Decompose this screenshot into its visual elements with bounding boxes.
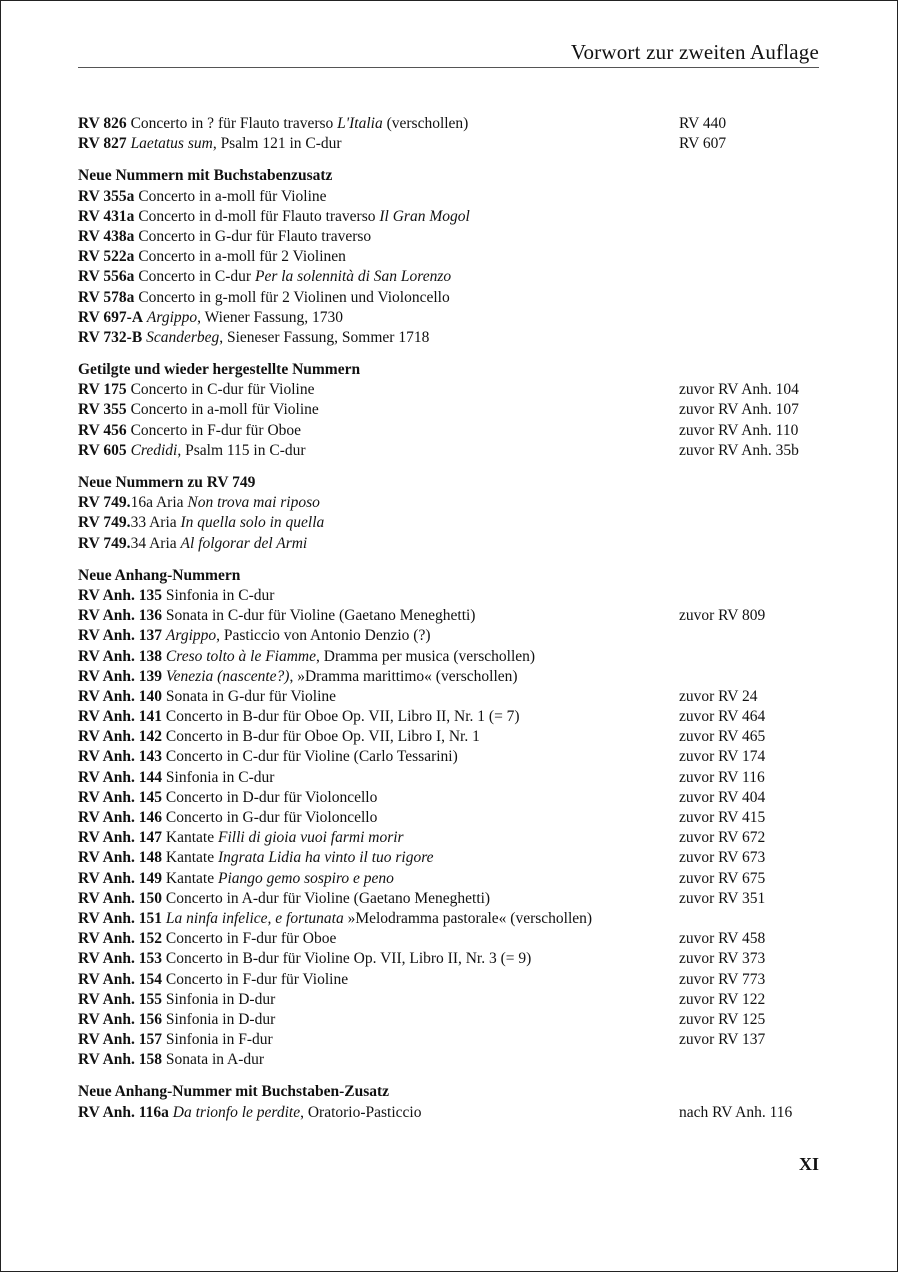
entry-number: RV Anh. 138 bbox=[78, 647, 163, 665]
entry-text: Concerto in B-dur für Violine Op. VII, Libro II, Nr. 3 (= 9) bbox=[162, 950, 532, 968]
entry-title-italic: Filli di gioia vuoi farmi morir bbox=[217, 829, 404, 847]
entry-text-suffix: , Oratorio-Pasticcio bbox=[300, 1103, 422, 1121]
entry-text-suffix: , Sieneser Fassung, Sommer 1718 bbox=[219, 328, 430, 346]
entry-number: RV 605 bbox=[78, 441, 127, 459]
entry-number: RV 697-A bbox=[78, 308, 144, 326]
catalogue-entry bbox=[78, 267, 823, 287]
catalogue-entry bbox=[78, 990, 823, 1010]
catalogue-entry bbox=[78, 667, 823, 687]
section-heading: Neue Nummern zu RV 749 bbox=[78, 474, 256, 491]
entry-number: RV Anh. 135 bbox=[78, 586, 163, 604]
entry-title-italic: La ninfa infelice, e fortunata bbox=[165, 909, 344, 927]
catalogue-entry bbox=[78, 308, 823, 328]
catalogue-entry bbox=[78, 380, 823, 400]
entry-cross-reference: zuvor RV 373 bbox=[679, 950, 766, 968]
catalogue-entry bbox=[78, 1010, 823, 1030]
catalogue-entry bbox=[78, 929, 823, 949]
entry-description bbox=[78, 687, 336, 707]
entry-description bbox=[78, 380, 314, 400]
entry-text: Concerto in C-dur für Violine (Carlo Tessarini) bbox=[162, 748, 458, 766]
entry-cross-reference: zuvor RV 116 bbox=[679, 768, 765, 786]
entry-text: Concerto in F-dur für Violine bbox=[162, 970, 349, 988]
catalogue-section bbox=[78, 360, 823, 461]
entry-number: RV Anh. 149 bbox=[78, 869, 163, 887]
entry-text-suffix: , Psalm 115 in C-dur bbox=[177, 441, 306, 459]
entry-number: RV 578a bbox=[78, 288, 135, 306]
entry-number: RV Anh. 140 bbox=[78, 687, 163, 705]
catalogue-entry bbox=[78, 626, 823, 646]
page-number: XI bbox=[798, 1154, 819, 1174]
catalogue-entry bbox=[78, 707, 823, 727]
catalogue-entry bbox=[78, 400, 823, 420]
entry-title-italic: Non trova mai riposo bbox=[187, 494, 320, 512]
catalogue-entry bbox=[78, 970, 823, 990]
entry-cross-reference: zuvor RV 458 bbox=[679, 930, 766, 948]
entry-title-italic: Per la solennità di San Lorenzo bbox=[254, 268, 452, 286]
entry-number: RV Anh. 137 bbox=[78, 627, 163, 645]
catalogue-entry bbox=[78, 1050, 823, 1070]
entry-number: RV 456 bbox=[78, 421, 127, 439]
entry-description bbox=[78, 990, 275, 1010]
catalogue-entry bbox=[78, 1030, 823, 1050]
entry-text: Concerto in a-moll für Violine bbox=[126, 401, 319, 419]
entry-number: RV Anh. 148 bbox=[78, 849, 163, 867]
entry-text-suffix: , Wiener Fassung, 1730 bbox=[197, 308, 344, 326]
entry-text: Concerto in D-dur für Violoncello bbox=[162, 788, 378, 806]
entry-number: RV 732-B bbox=[78, 328, 143, 346]
entry-cross-reference: zuvor RV 415 bbox=[679, 809, 766, 826]
entry-title-italic: Il Gran Mogol bbox=[379, 207, 470, 225]
entry-title-italic: Scanderbeg bbox=[146, 328, 220, 346]
section-heading: Neue Anhang-Nummern bbox=[78, 566, 241, 584]
entry-number: RV Anh. 146 bbox=[78, 809, 163, 826]
entry-number: RV 175 bbox=[78, 381, 127, 399]
entry-text: Sinfonia in D-dur bbox=[162, 1010, 276, 1028]
entry-description bbox=[78, 909, 592, 929]
entry-description bbox=[78, 534, 307, 554]
entry-text: Sonata in G-dur für Violine bbox=[162, 687, 337, 705]
entry-number: RV Anh. 145 bbox=[78, 788, 163, 806]
entry-number: RV 826 bbox=[78, 115, 127, 132]
entry-text: Sonata in C-dur für Violine (Gaetano Meneghetti) bbox=[162, 607, 476, 625]
section-heading: Neue Nummern mit Buchstabenzusatz bbox=[78, 167, 333, 185]
entry-cross-reference: nach RV Anh. 116 bbox=[679, 1103, 793, 1121]
catalogue-entry bbox=[78, 328, 823, 348]
entry-number: RV 355 bbox=[78, 401, 127, 419]
entry-number: RV Anh. 158 bbox=[78, 1051, 163, 1069]
catalogue-section bbox=[78, 566, 823, 1071]
entry-text: Concerto in F-dur für Oboe bbox=[162, 930, 337, 948]
entry-text: 33 Aria bbox=[130, 514, 181, 532]
entry-cross-reference: zuvor RV Anh. 35b bbox=[679, 441, 799, 459]
entry-description bbox=[78, 400, 319, 420]
entry-text-suffix: , Psalm 121 in C-dur bbox=[212, 135, 342, 153]
entry-description bbox=[78, 970, 348, 990]
entry-text: Concerto in a-moll für 2 Violinen bbox=[134, 248, 346, 266]
entry-cross-reference: zuvor RV 125 bbox=[679, 1010, 766, 1028]
entry-description bbox=[78, 626, 431, 646]
entry-text: Concerto in B-dur für Oboe Op. VII, Libro II, Nr. 1 (= 7) bbox=[162, 708, 520, 726]
entry-description bbox=[78, 889, 490, 909]
entry-title-italic: Laetatus sum bbox=[130, 135, 213, 153]
entry-text-suffix: , Dramma per musica (verschollen) bbox=[316, 647, 536, 665]
entry-number: RV Anh. 142 bbox=[78, 728, 163, 746]
entry-cross-reference: zuvor RV 675 bbox=[679, 869, 766, 887]
entry-text: 34 Aria bbox=[130, 534, 181, 552]
entry-cross-reference: zuvor RV Anh. 104 bbox=[679, 381, 799, 399]
entry-number: RV Anh. 155 bbox=[78, 990, 163, 1008]
entry-description bbox=[78, 421, 301, 441]
entry-text: Concerto in G-dur für Violoncello bbox=[162, 809, 378, 826]
entry-cross-reference: RV 607 bbox=[679, 135, 727, 153]
entry-text: Concerto in F-dur für Oboe bbox=[126, 421, 302, 439]
entry-text: 16a Aria bbox=[130, 494, 188, 512]
entry-description bbox=[78, 788, 377, 808]
entry-text: Sinfonia in F-dur bbox=[162, 1031, 273, 1049]
catalogue-entry bbox=[78, 513, 823, 533]
entry-text-suffix: (verschollen) bbox=[382, 115, 469, 132]
catalogue-entry bbox=[78, 949, 823, 969]
entry-number: RV Anh. 150 bbox=[78, 889, 163, 907]
entry-number: RV 749. bbox=[78, 514, 131, 532]
entry-description bbox=[78, 207, 470, 227]
entry-text: Kantate bbox=[162, 829, 218, 847]
entry-number: RV Anh. 144 bbox=[78, 768, 163, 786]
entry-title-italic: In quella solo in quella bbox=[180, 514, 325, 532]
entry-description bbox=[78, 493, 320, 513]
entry-description bbox=[78, 288, 450, 308]
entry-number: RV Anh. 147 bbox=[78, 829, 163, 847]
entry-title-italic: L'Italia bbox=[337, 115, 383, 132]
entry-cross-reference: zuvor RV 773 bbox=[679, 970, 766, 988]
catalogue-entry bbox=[78, 647, 823, 667]
entry-cross-reference: zuvor RV Anh. 110 bbox=[679, 421, 799, 439]
entry-number: RV 749. bbox=[78, 494, 131, 512]
catalogue-section bbox=[78, 473, 823, 554]
entry-number: RV Anh. 153 bbox=[78, 950, 163, 968]
entry-text: Concerto in ? für Flauto traverso bbox=[126, 115, 338, 132]
entry-title-italic: Venezia (nascente?) bbox=[165, 667, 290, 685]
entry-description bbox=[78, 187, 327, 207]
entry-text: Concerto in B-dur für Oboe Op. VII, Libro I, Nr. 1 bbox=[162, 728, 480, 746]
entry-description bbox=[78, 848, 434, 868]
entry-cross-reference: zuvor RV 465 bbox=[679, 728, 766, 746]
entry-description bbox=[78, 869, 394, 889]
catalogue-section bbox=[78, 166, 823, 348]
catalogue-entry bbox=[78, 441, 823, 461]
entry-number: RV 522a bbox=[78, 248, 135, 266]
entry-text-suffix: , Pasticcio von Antonio Denzio (?) bbox=[216, 627, 431, 645]
entry-number: RV Anh. 151 bbox=[78, 909, 163, 927]
catalogue-entry bbox=[78, 687, 823, 707]
entry-cross-reference: zuvor RV 464 bbox=[679, 708, 766, 726]
entry-text: Concerto in C-dur für Violine bbox=[126, 381, 315, 399]
entry-description bbox=[78, 647, 535, 667]
entry-description bbox=[78, 1010, 275, 1030]
catalogue-entry bbox=[78, 227, 823, 247]
entry-cross-reference: RV 440 bbox=[679, 115, 727, 132]
entry-description bbox=[78, 227, 371, 247]
entry-description bbox=[78, 727, 480, 747]
entry-description bbox=[78, 707, 520, 727]
entry-description bbox=[78, 768, 274, 788]
entry-text: Sinfonia in C-dur bbox=[162, 768, 275, 786]
entry-title-italic: Argippo bbox=[165, 627, 217, 645]
entry-cross-reference: zuvor RV 673 bbox=[679, 849, 766, 867]
entry-number: RV Anh. 157 bbox=[78, 1031, 163, 1049]
entry-description bbox=[78, 1103, 421, 1123]
entry-text-suffix: , »Dramma marittimo« (verschollen) bbox=[289, 667, 518, 685]
entry-description bbox=[78, 808, 377, 828]
catalogue-entry bbox=[78, 808, 823, 828]
catalogue-entry bbox=[78, 909, 823, 929]
entry-description bbox=[78, 747, 458, 767]
entry-description bbox=[78, 114, 468, 134]
entry-description bbox=[78, 513, 324, 533]
entry-title-italic: Creso tolto à le Fiamme bbox=[165, 647, 317, 665]
catalogue-entry bbox=[78, 788, 823, 808]
catalogue-entry bbox=[78, 848, 823, 868]
entry-description bbox=[78, 1050, 264, 1070]
entry-number: RV Anh. 116a bbox=[78, 1103, 169, 1121]
entry-description bbox=[78, 667, 518, 687]
entry-description bbox=[78, 267, 451, 287]
entry-number: RV Anh. 154 bbox=[78, 970, 163, 988]
entry-cross-reference: zuvor RV 122 bbox=[679, 990, 766, 1008]
entry-cross-reference: zuvor RV 672 bbox=[679, 829, 766, 847]
entry-description bbox=[78, 328, 429, 348]
catalogue-section bbox=[78, 1082, 823, 1122]
entry-text: Concerto in C-dur bbox=[134, 268, 255, 286]
section-heading: Getilgte und wieder hergestellte Nummern bbox=[78, 361, 361, 379]
entry-cross-reference: zuvor RV 404 bbox=[679, 788, 766, 806]
entry-number: RV Anh. 141 bbox=[78, 708, 163, 726]
catalogue-entry bbox=[78, 869, 823, 889]
catalogue-entry bbox=[78, 288, 823, 308]
entry-text: Kantate bbox=[162, 869, 218, 887]
entry-title-italic: Argippo bbox=[146, 308, 198, 326]
catalogue-entry bbox=[78, 421, 823, 441]
entry-title-italic: Al folgorar del Armi bbox=[180, 534, 308, 552]
section-heading: Neue Anhang-Nummer mit Buchstaben-Zusatz bbox=[78, 1083, 390, 1101]
catalogue-entry bbox=[78, 768, 823, 788]
entry-number: RV 749. bbox=[78, 534, 131, 552]
entry-text: Concerto in G-dur für Flauto traverso bbox=[134, 227, 372, 245]
entry-number: RV 438a bbox=[78, 227, 135, 245]
entry-cross-reference: zuvor RV 137 bbox=[679, 1031, 766, 1049]
entry-number: RV 355a bbox=[78, 187, 135, 205]
entry-description bbox=[78, 247, 346, 267]
entry-number: RV 556a bbox=[78, 268, 135, 286]
entry-title-italic: Da trionfo le perdite bbox=[172, 1103, 301, 1121]
entry-text: Kantate bbox=[162, 849, 218, 867]
entry-cross-reference: zuvor RV 24 bbox=[679, 687, 758, 705]
catalogue-entry bbox=[78, 586, 823, 606]
entry-number: RV Anh. 139 bbox=[78, 667, 163, 685]
entry-number: RV Anh. 143 bbox=[78, 748, 163, 766]
entry-number: RV 431a bbox=[78, 207, 135, 225]
entry-text: Sinfonia in C-dur bbox=[162, 586, 275, 604]
catalogue-entry bbox=[78, 493, 823, 513]
header-rule bbox=[78, 67, 819, 68]
catalogue-entry bbox=[78, 534, 823, 554]
catalogue-entry bbox=[78, 747, 823, 767]
entry-cross-reference: zuvor RV 174 bbox=[679, 748, 766, 766]
entry-description bbox=[78, 1030, 273, 1050]
entry-text: Concerto in d-moll für Flauto traverso bbox=[134, 207, 380, 225]
entry-number: RV 827 bbox=[78, 135, 127, 153]
entry-number: RV Anh. 156 bbox=[78, 1010, 163, 1028]
entry-text: Concerto in A-dur für Violine (Gaetano Meneghetti) bbox=[162, 889, 491, 907]
catalogue-entry bbox=[78, 889, 823, 909]
entry-description bbox=[78, 586, 274, 606]
entry-title-italic: Ingrata Lidia ha vinto il tuo rigore bbox=[217, 849, 434, 867]
entry-text: Concerto in a-moll für Violine bbox=[134, 187, 327, 205]
entry-description bbox=[78, 441, 306, 461]
catalogue-entry bbox=[78, 1103, 823, 1123]
catalogue-entry bbox=[78, 828, 823, 848]
entry-cross-reference: zuvor RV Anh. 107 bbox=[679, 401, 799, 419]
entry-title-italic: Credidi bbox=[130, 441, 178, 459]
entry-description bbox=[78, 134, 342, 154]
catalogue-entry bbox=[78, 606, 823, 626]
entry-description bbox=[78, 949, 531, 969]
entry-description bbox=[78, 308, 343, 328]
entry-title-italic: Piango gemo sospiro e peno bbox=[217, 869, 394, 887]
catalogue-entry bbox=[78, 727, 823, 747]
entry-number: RV Anh. 136 bbox=[78, 607, 163, 625]
catalogue-entry bbox=[78, 247, 823, 267]
entry-text-suffix: »Melodramma pastorale« (verschollen) bbox=[343, 909, 593, 927]
entry-description bbox=[78, 828, 404, 848]
entry-description bbox=[78, 606, 475, 626]
catalogue-section bbox=[78, 114, 823, 154]
running-header-title: Vorwort zur zweiten Auflage bbox=[570, 40, 819, 64]
catalogue-list bbox=[78, 114, 823, 1135]
entry-text: Concerto in g-moll für 2 Violinen und Violoncello bbox=[134, 288, 450, 306]
entry-text: Sonata in A-dur bbox=[162, 1051, 265, 1069]
catalogue-entry bbox=[78, 207, 823, 227]
catalogue-entry bbox=[78, 187, 823, 207]
catalogue-entry bbox=[78, 114, 823, 134]
entry-cross-reference: zuvor RV 351 bbox=[679, 889, 766, 907]
entry-cross-reference: zuvor RV 809 bbox=[679, 607, 766, 625]
entry-text: Sinfonia in D-dur bbox=[162, 990, 276, 1008]
entry-description bbox=[78, 929, 336, 949]
catalogue-entry bbox=[78, 134, 823, 154]
entry-number: RV Anh. 152 bbox=[78, 930, 163, 948]
